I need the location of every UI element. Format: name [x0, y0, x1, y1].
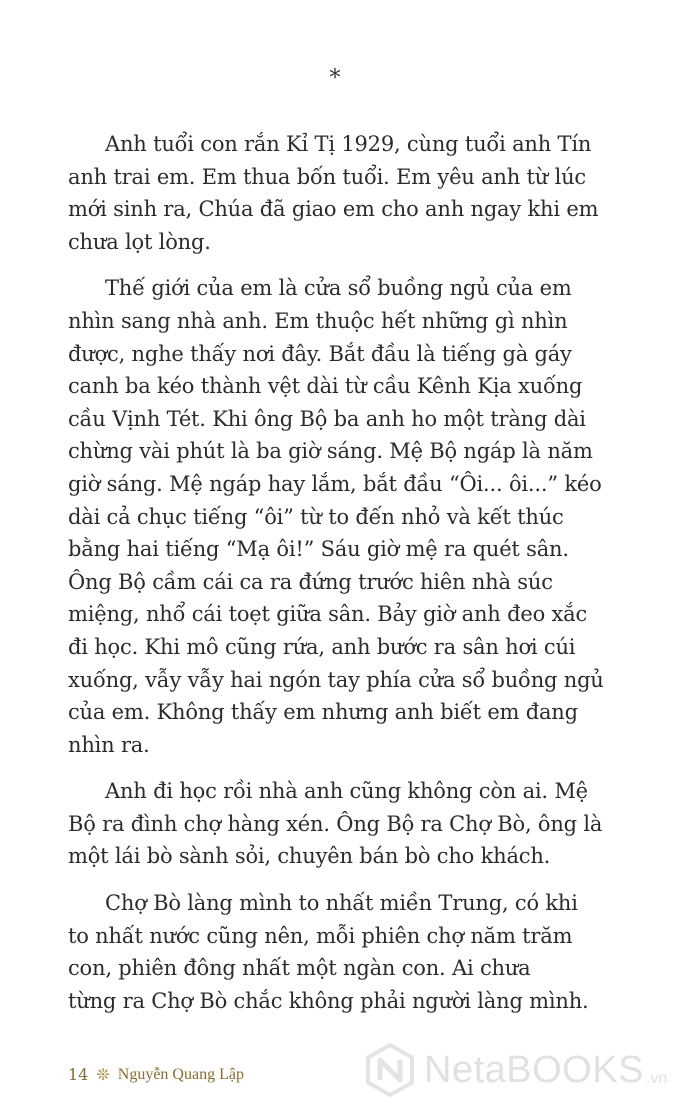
text-line: canh ba kéo thành vệt dài từ cầu Kênh Kịa xuống	[68, 374, 583, 399]
text-line: Anh tuổi con rắn Kỉ Tị 1929, cùng tuổi anh Tín	[105, 132, 592, 156]
ornament-icon: ❊	[96, 1065, 110, 1084]
text-line: Anh đi học rồi nhà anh cũng không còn ai. Mệ	[105, 779, 588, 804]
author-name: Nguyễn Quang Lập	[117, 1065, 244, 1083]
text-line: dài cả chục tiếng “ôi” từ to đến nhỏ và kết thúc	[68, 504, 564, 529]
paragraph	[68, 128, 616, 258]
text-line: nhìn sang nhà anh. Em thuộc hết những gì nhìn	[68, 308, 568, 333]
watermark-suffix: .vn	[645, 1070, 668, 1087]
text-line: anh trai em. Em thua bốn tuổi. Em yêu anh từ lúc	[68, 164, 586, 189]
text-line: Bộ ra đình chợ hàng xén. Ông Bộ ra Chợ Bò, ông là	[68, 811, 603, 836]
netabooks-logo-icon	[362, 1042, 418, 1098]
paragraph	[68, 272, 616, 761]
text-line: một lái bò sành sỏi, chuyên bán bò cho khách.	[68, 844, 551, 869]
page-footer	[68, 1065, 244, 1084]
text-line: được, nghe thấy nơi đây. Bắt đầu là tiếng gà gáy	[68, 341, 572, 366]
text-line: cầu Vịnh Tét. Khi ông Bộ ba anh ho một tràng dài	[68, 406, 586, 431]
paragraph	[68, 887, 616, 1017]
text-line: nhìn ra.	[68, 732, 150, 757]
text-line: con, phiên đông nhất một ngàn con. Ai chưa	[68, 956, 531, 981]
page-number: 14	[68, 1065, 89, 1084]
text-line: bằng hai tiếng “Mạ ôi!” Sáu giờ mệ ra quét sân.	[68, 537, 569, 562]
text-line: chừng vài phút là ba giờ sáng. Mệ Bộ ngáp là năm	[68, 439, 593, 464]
text-line: to nhất nước cũng nên, mỗi phiên chợ năm trăm	[68, 923, 573, 948]
publisher-watermark	[362, 1042, 667, 1098]
text-line: đi học. Khi mô cũng rứa, anh bước ra sân hơi cúi	[68, 634, 576, 659]
text-line: chưa lọt lòng.	[68, 229, 211, 254]
text-line: mới sinh ra, Chúa đã giao em cho anh ngay khi em	[68, 197, 599, 222]
text-line: Thế giới của em là cửa sổ buồng ngủ của em	[105, 276, 572, 301]
paragraph	[68, 775, 616, 873]
text-line: từng ra Chợ Bò chắc không phải người làng mình.	[68, 988, 589, 1013]
text-line: xuống, vẫy vẫy hai ngón tay phía cửa sổ buồng ngủ	[68, 667, 604, 692]
watermark-brand: NetaBOOKS	[424, 1048, 644, 1091]
text-line: Ông Bộ cầm cái ca ra đứng trước hiên nhà súc	[68, 569, 553, 594]
text-line: miệng, nhổ cái toẹt giữa sân. Bảy giờ anh đeo xắc	[68, 602, 588, 627]
text-line: Chợ Bò làng mình to nhất miền Trung, có khi	[105, 891, 578, 916]
section-divider: *	[329, 66, 341, 91]
text-line: của em. Không thấy em nhưng anh biết em đang	[68, 700, 578, 725]
body-text	[68, 128, 616, 1031]
text-line: giờ sáng. Mệ ngáp hay lắm, bắt đầu “Ôi... ôi...” kéo	[68, 471, 602, 496]
